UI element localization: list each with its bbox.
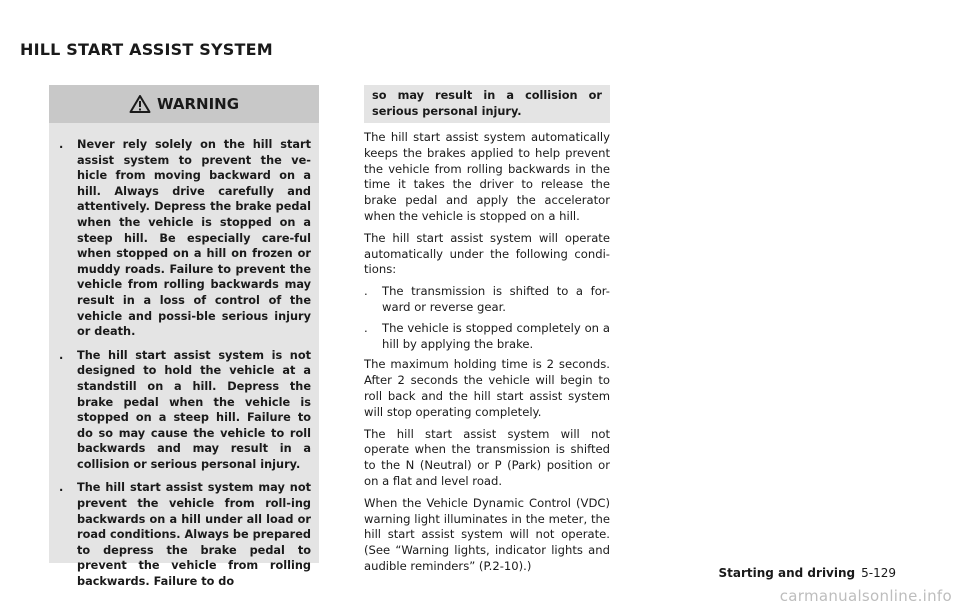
list-item: . The vehicle is stopped completely on a hill by applying the brake. — [364, 320, 610, 351]
page-title: HILL START ASSIST SYSTEM — [20, 40, 273, 59]
section-name: Starting and driving — [718, 566, 856, 580]
warning-item: . The hill start assist system is not designed to hold the vehicle at a standstill on a hill. Depress the brake pedal when the vehicle is stopped on a steep hill. Failure to do so may cause the vehicle to roll backwards and may result in a collision or serious personal injury. — [59, 348, 311, 471]
warning-item-text: Never rely solely on the hill start assist system to prevent the ve-hicle from moving backward on a hill. Always drive carefully and attentively. Depress the brake pedal when the vehicle is stopped on a steep hill. Be especially care-ful when stopped on a hill on frozen or muddy roads. Failure to prevent the vehicle from rolling backwards may result in a loss of control of the vehicle and possi-ble serious injury or death. — [77, 138, 311, 339]
list-item-text: The vehicle is stopped completely on a hill by applying the brake. — [382, 320, 610, 351]
warning-header — [49, 85, 319, 123]
warning-box-continued — [364, 85, 610, 123]
paragraph: The maximum holding time is 2 seconds. After 2 seconds the vehicle will begin to roll back and the hill start assist system will stop operating completely. — [364, 357, 610, 419]
body-text — [364, 130, 610, 581]
warning-list — [59, 137, 311, 598]
condition-list — [364, 284, 610, 352]
warning-item-text: The hill start assist system is not designed to hold the vehicle at a standstill on a hill. Depress the brake pedal when the vehicle is stopped on a steep hill. Failure to do so may cause the vehicle to roll backwards and may result in a collision or serious personal injury. — [77, 348, 311, 471]
paragraph: The hill start assist system will operate automatically under the following condi-tions: — [364, 230, 610, 277]
warning-triangle-icon — [129, 94, 151, 114]
paragraph: When the Vehicle Dynamic Control (VDC) warning light illuminates in the meter, the hill start assist system will not operate. (See “Warning lights, indicator lights and audible reminders” (P.2-10).) — [364, 495, 610, 573]
warning-continuation: so may result in a collision or serious personal injury. — [372, 89, 602, 118]
watermark: carmanualsonline.info — [779, 587, 952, 605]
warning-item: . Never rely solely on the hill start assist system to prevent the ve-hicle from moving backward on a hill. Always drive carefully and attentively. Depress the brake pedal when the vehicle is stopped on a steep hill. Be especially care-ful when stopped on a hill on frozen or muddy roads. Failure to prevent the vehicle from rolling backwards may result in a loss of control of the vehicle and possi-ble serious injury or death. — [59, 138, 311, 339]
paragraph: The hill start assist system will not operate when the transmission is shifted to the N (Neutral) or P (Park) position or on a flat and level road. — [364, 426, 610, 488]
list-item-text: The transmission is shifted to a for-ward or reverse gear. — [382, 284, 610, 314]
paragraph: The hill start assist system automatically keeps the brakes applied to help prevent the vehicle from rolling backwards in the time it takes the driver to release the brake pedal and apply the accelerator when the vehicle is stopped on a hill. — [364, 130, 610, 223]
list-item: . The transmission is shifted to a for-ward or reverse gear. — [364, 284, 610, 314]
warning-title: WARNING — [156, 95, 240, 113]
page-footer — [718, 566, 896, 580]
warning-box — [49, 85, 319, 589]
warning-item: . The hill start assist system may not prevent the vehicle from roll-ing backwards on a hill under all load or road conditions. Always be prepared to depress the brake pedal to prevent the vehicle from rolling backwards. Failure to do — [59, 481, 311, 589]
page-number: 5-129 — [861, 566, 896, 580]
warning-item-text: The hill start assist system may not prevent the vehicle from roll-ing backwards on a hill under all load or road conditions. Always be prepared to depress the brake pedal to prevent the vehicle from rolling backwards. Failure to do — [77, 481, 311, 589]
